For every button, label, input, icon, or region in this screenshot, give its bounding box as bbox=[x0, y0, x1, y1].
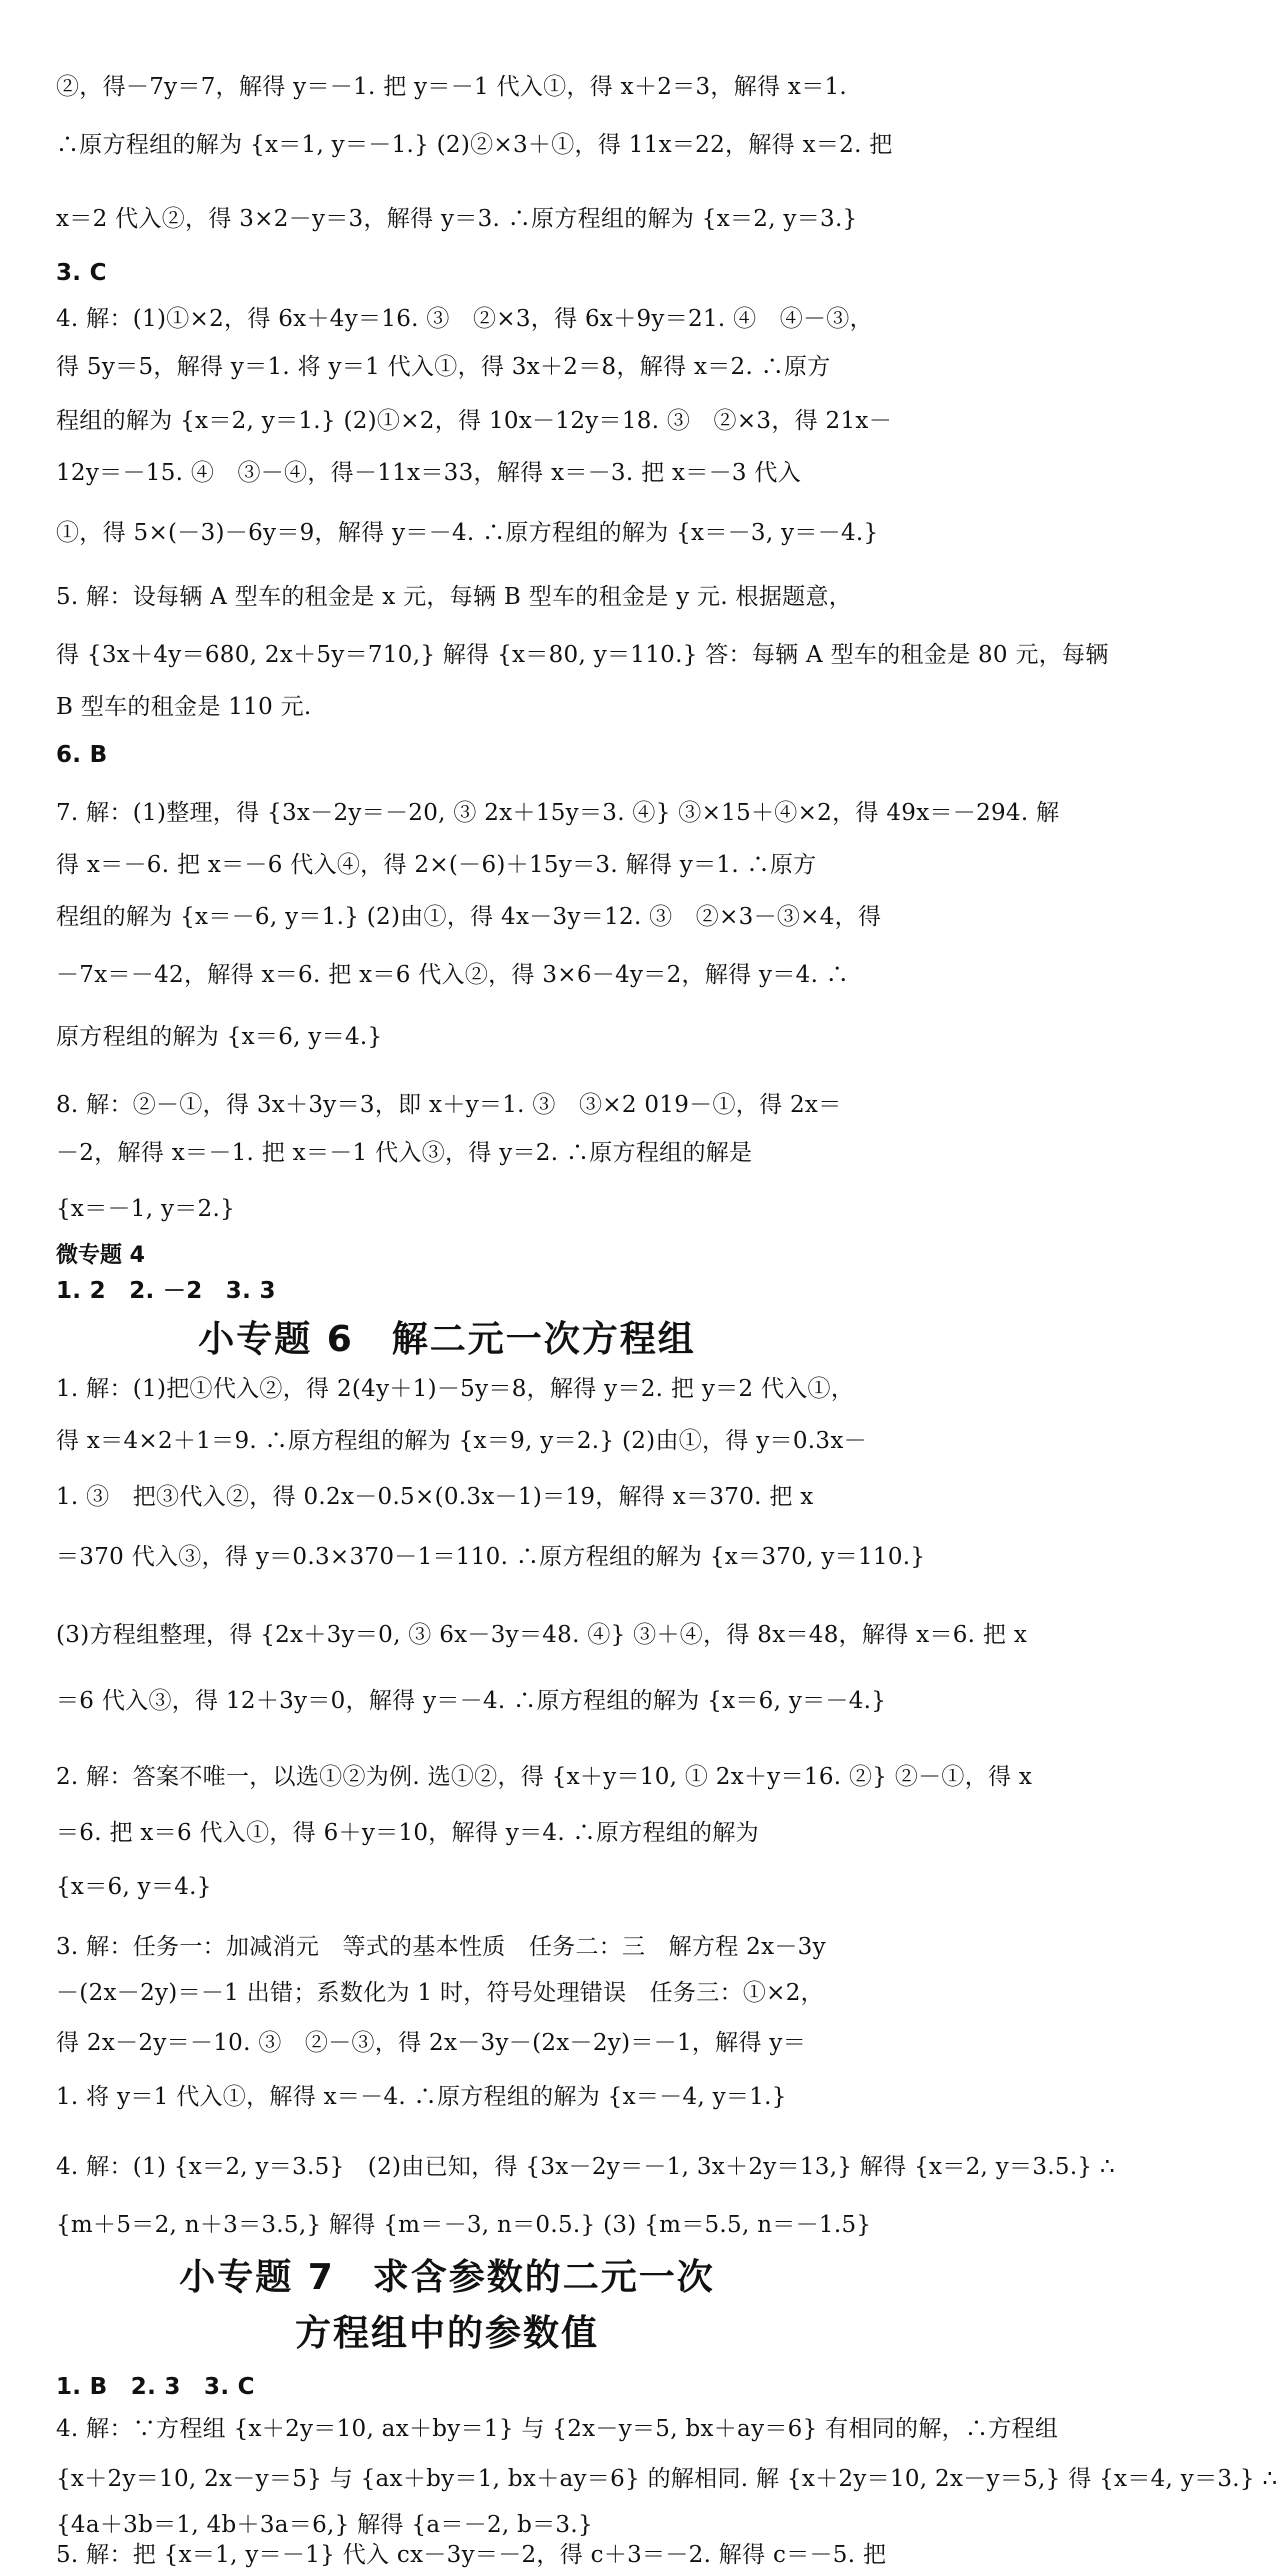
text-line: ＝6 代入③，得 12＋3y＝0，解得 y＝－4. ∴原方程组的解为 {x＝6, y＝－4.} bbox=[56, 1688, 887, 1714]
text-line: {x＝6, y＝4.} bbox=[56, 1874, 212, 1900]
answer-item: 4. 解：(1)①×2，得 6x＋4y＝16. ③ ②×3，得 6x＋9y＝21. ④ ④－③， bbox=[56, 306, 873, 332]
text-line: －7x＝－42，解得 x＝6. 把 x＝6 代入②，得 3×6－4y＝2，解得 y＝4. ∴ bbox=[56, 962, 850, 988]
answer-item: 1. 2 2. －2 3. 3 bbox=[56, 1278, 276, 1304]
answer-item: 1. B 2. 3 3. C bbox=[56, 2374, 255, 2400]
text-line: 得 2x－2y＝－10. ③ ②－③，得 2x－3y－(2x－2y)＝－1，解得 y＝ bbox=[56, 2030, 806, 2056]
text-line: {4a＋3b＝1, 4b＋3a＝6,} 解得 {a＝－2, b＝3.} bbox=[56, 2512, 593, 2538]
answer-item: 4. 解：∵方程组 {x＋2y＝10, ax＋by＝1} 与 {2x－y＝5, bx＋ay＝6} 有相同的解，∴方程组 bbox=[56, 2416, 1059, 2442]
text-line: x＝2 代入②，得 3×2－y＝3，解得 y＝3. ∴原方程组的解为 {x＝2, y＝3.} bbox=[56, 206, 858, 232]
text-line: 得 {3x＋4y＝680, 2x＋5y＝710,} 解得 {x＝80, y＝110.} 答：每辆 A 型车的租金是 80 元，每辆 bbox=[56, 642, 1109, 668]
text-line: B 型车的租金是 110 元. bbox=[56, 694, 312, 720]
text-line: 1. 将 y＝1 代入①，解得 x＝－4. ∴原方程组的解为 {x＝－4, y＝1.} bbox=[56, 2084, 787, 2110]
text-line: 得 x＝4×2＋1＝9. ∴原方程组的解为 {x＝9, y＝2.} (2)由①，得 y＝0.3x－ bbox=[56, 1428, 867, 1454]
text-line: 得 x＝－6. 把 x＝－6 代入④，得 2×(－6)＋15y＝3. 解得 y＝1. ∴原方 bbox=[56, 852, 817, 878]
text-line: －(2x－2y)＝－1 出错；系数化为 1 时，符号处理错误 任务三：①×2， bbox=[56, 1980, 824, 2006]
text-line: {m＋5＝2, n＋3＝3.5,} 解得 {m＝－3, n＝0.5.} (3) {m＝5.5, n＝－1.5} bbox=[56, 2212, 872, 2238]
answer-item: 4. 解：(1) {x＝2, y＝3.5} (2)由已知，得 {3x－2y＝－1, 3x＋2y＝13,} 解得 {x＝2, y＝3.5.} ∴ bbox=[56, 2154, 1115, 2180]
text-line: ∴原方程组的解为 {x＝1, y＝－1.} (2)②×3＋①，得 11x＝22，解得 x＝2. 把 bbox=[56, 132, 893, 158]
text-line: (3)方程组整理，得 {2x＋3y＝0, ③ 6x－3y＝48. ④} ③＋④，得 8x＝48，解得 x＝6. 把 x bbox=[56, 1622, 1028, 1648]
text-line: ①，得 5×(－3)－6y＝9，解得 y＝－4. ∴原方程组的解为 {x＝－3, y＝－4.} bbox=[56, 520, 879, 546]
text-line: 1. ③ 把③代入②，得 0.2x－0.5×(0.3x－1)＝19，解得 x＝370. 把 x bbox=[56, 1484, 814, 1510]
answer-item: 1. 解：(1)把①代入②，得 2(4y＋1)－5y＝8，解得 y＝2. 把 y＝2 代入①， bbox=[56, 1376, 855, 1402]
section-title: 小专题 6 解二元一次方程组 bbox=[198, 1319, 696, 1360]
answer-item: 5. 解：把 {x＝1, y＝－1} 代入 cx－3y＝－2，得 c＋3＝－2. 解得 c＝－5. 把 bbox=[56, 2542, 887, 2568]
answer-item: 5. 解：设每辆 A 型车的租金是 x 元，每辆 B 型车的租金是 y 元. 根据题意， bbox=[56, 584, 853, 610]
text-line: 原方程组的解为 {x＝6, y＝4.} bbox=[56, 1024, 383, 1050]
text-line: －2，解得 x＝－1. 把 x＝－1 代入③，得 y＝2. ∴原方程组的解是 bbox=[56, 1140, 753, 1166]
text-line: ②，得－7y＝7，解得 y＝－1. 把 y＝－1 代入①，得 x＋2＝3，解得 x＝1. bbox=[56, 74, 848, 100]
section-title-continued: 方程组中的参数值 bbox=[294, 2313, 599, 2354]
text-line: {x＋2y＝10, 2x－y＝5} 与 {ax＋by＝1, bx＋ay＝6} 的解相同. 解 {x＋2y＝10, 2x－y＝5,} 得 {x＝4, y＝3.} ∴ bbox=[56, 2466, 1277, 2492]
text-line: 程组的解为 {x＝2, y＝1.} (2)①×2，得 10x－12y＝18. ③ ②×3，得 21x－ bbox=[56, 408, 892, 434]
text-line: 程组的解为 {x＝－6, y＝1.} (2)由①，得 4x－3y＝12. ③ ②×3－③×4，得 bbox=[56, 904, 882, 930]
text-line: 12y＝－15. ④ ③－④，得－11x＝33，解得 x＝－3. 把 x＝－3 代入 bbox=[56, 460, 802, 486]
answer-item: 3. C bbox=[56, 260, 107, 286]
section-title: 小专题 7 求含参数的二元一次 bbox=[179, 2257, 715, 2298]
answer-item: 6. B bbox=[56, 742, 108, 768]
answer-item: 8. 解：②－①，得 3x＋3y＝3，即 x＋y＝1. ③ ③×2 019－①，得 2x＝ bbox=[56, 1092, 842, 1118]
text-line: 得 5y＝5，解得 y＝1. 将 y＝1 代入①，得 3x＋2＝8，解得 x＝2. ∴原方 bbox=[56, 354, 831, 380]
text-line: ＝370 代入③，得 y＝0.3×370－1＝110. ∴原方程组的解为 {x＝370, y＝110.} bbox=[56, 1544, 926, 1570]
text-line: {x＝－1, y＝2.} bbox=[56, 1196, 236, 1222]
micro-topic-heading: 微专题 4 bbox=[56, 1243, 145, 1268]
answer-item: 3. 解：任务一：加减消元 等式的基本性质 任务二：三 解方程 2x－3y bbox=[56, 1934, 826, 1960]
answer-item: 2. 解：答案不唯一，以选①②为例. 选①②，得 {x＋y＝10, ① 2x＋y＝16. ②} ②－①，得 x bbox=[56, 1764, 1033, 1790]
text-line: ＝6. 把 x＝6 代入①，得 6＋y＝10，解得 y＝4. ∴原方程组的解为 bbox=[56, 1820, 759, 1846]
answer-item: 7. 解：(1)整理，得 {3x－2y＝－20, ③ 2x＋15y＝3. ④} ③×15＋④×2，得 49x＝－294. 解 bbox=[56, 800, 1060, 826]
